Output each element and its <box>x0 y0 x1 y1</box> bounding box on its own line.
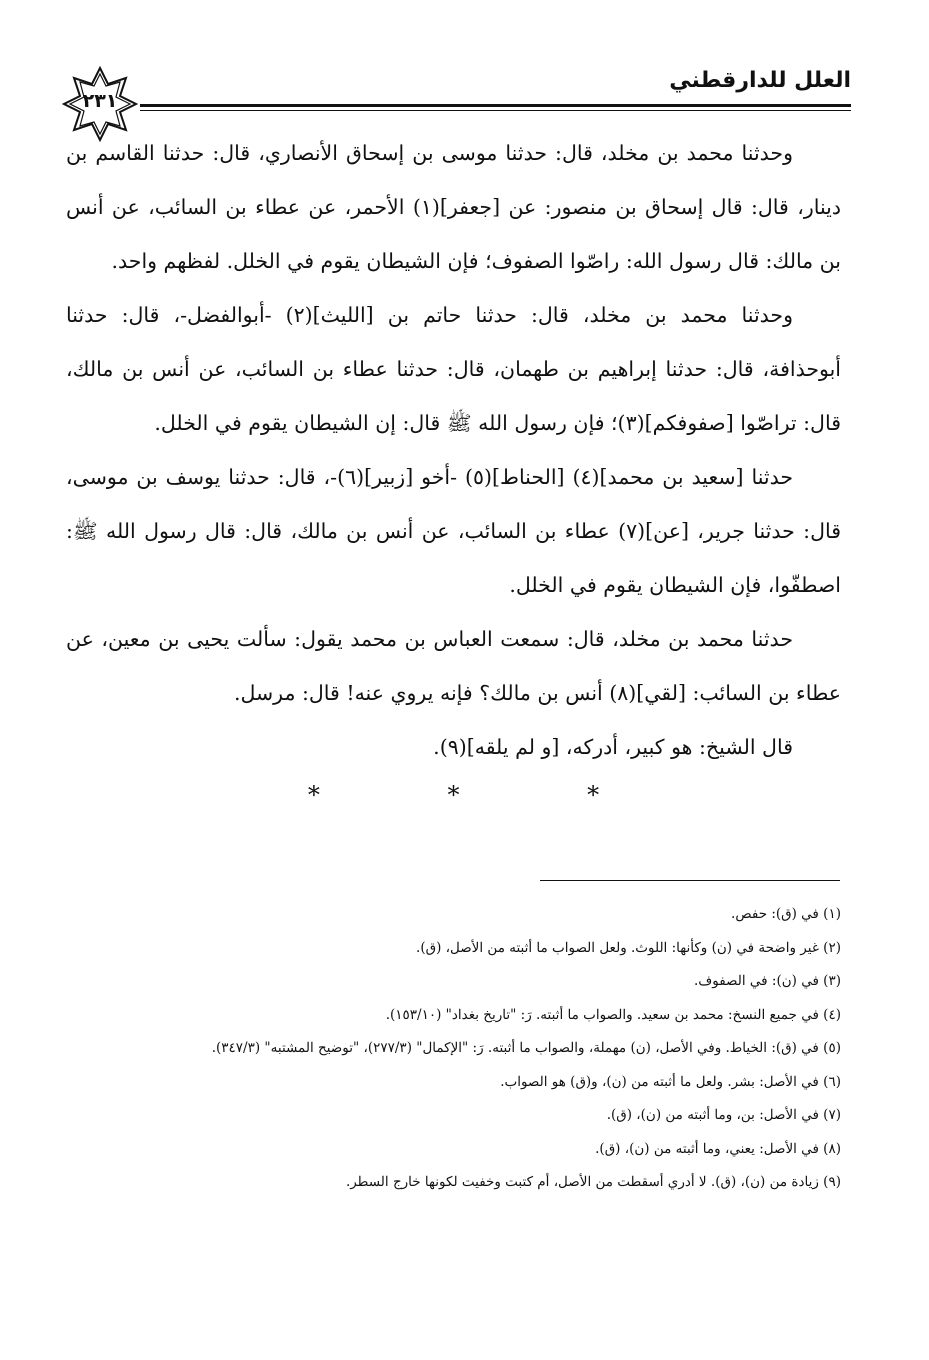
page-number: ٢٣١ <box>82 90 118 112</box>
footnotes <box>70 898 841 1200</box>
paragraph-4: حدثنا محمد بن مخلد، قال: سمعت العباس بن محمد يقول: سألت يحيى بن معين، عن عطاء بن السائب: [لقي](٨) أنس بن مالك؟ فإنه يروي عنه! قال: مرسل. <box>66 627 841 705</box>
footnote: (٥) في (ق): الخياط. وفي الأصل، (ن) مهملة، والصواب ما أثبته. رَ: "الإكمال" (٢٧٧/٣)، "توضيح المشتبه" (٣٤٧/٣). <box>211 1040 841 1056</box>
footnote: (١) في (ق): حفص. <box>731 906 841 922</box>
footnote: (٢) غير واضحة في (ن) وكأنها: اللوث. ولعل الصواب ما أثبته من الأصل، (ق). <box>416 939 841 956</box>
paragraph-1: وحدثنا محمد بن مخلد، قال: حدثنا موسى بن إسحاق الأنصاري، قال: حدثنا القاسم بن دينار، قال: قال إسحاق بن منصور: عن [جعفر](١) الأحمر، عن عطاء بن السائب، عن أنس بن مالك: قال رسول الله: راصّوا الصفوف؛ فإن الشيطان يقوم في الخلل. لفظهم واحد. <box>66 141 841 273</box>
main-text <box>66 126 841 822</box>
footnote: (٩) زيادة من (ن)، (ق). لا أدري أسقطت من الأصل، أم كتبت وخفيت لكونها خارج السطر. <box>345 1174 841 1190</box>
paragraph-2: وحدثنا محمد بن مخلد، قال: حدثنا حاتم بن [الليث](٢) -أبوالفضل-، قال: حدثنا أبوحذافة، قال: حدثنا إبراهيم بن طهمان، قال: حدثنا عطاء بن السائب، عن أنس بن مالك، قال: تراصّوا [صفوفكم](٣)؛ فإن رسول الله ﷺ قال: إن الشيطان يقوم في الخلل. <box>66 303 841 435</box>
footnote: (٧) في الأصل: بن، وما أثبته من (ن)، (ق). <box>606 1107 841 1123</box>
section-separator: * * * <box>307 781 660 809</box>
footnote: (٦) في الأصل: بشر. ولعل ما أثبته من (ن)، و(ق) هو الصواب. <box>500 1073 841 1090</box>
footnote-rule <box>540 880 840 881</box>
footnote: (٣) في (ن): في الصفوف. <box>693 973 841 989</box>
running-header-title: العلل للدارقطني <box>669 68 851 93</box>
footnote: (٤) في جميع النسخ: محمد بن سعيد. والصواب ما أثبته. رَ: "تاريخ بغداد" (١٥٣/١٠). <box>385 1006 841 1023</box>
header-rule <box>140 104 851 107</box>
header-rule-thin <box>140 110 851 111</box>
paragraph-5: قال الشيخ: هو كبير، أدركه، [و لم يلقه](٩). <box>433 735 793 759</box>
paragraph-3: حدثنا [سعيد بن محمد](٤) [الحناط](٥) -أخو [زبير](٦)-، قال: حدثنا يوسف بن موسى، قال: حدثنا جرير، [عن](٧) عطاء بن السائب، عن أنس بن مالك، قال: قال رسول الله ﷺ: اصطفّوا، فإن الشيطان يقوم في الخلل. <box>66 465 842 597</box>
footnote: (٨) في الأصل: يعني، وما أثبته من (ن)، (ق). <box>595 1140 841 1157</box>
